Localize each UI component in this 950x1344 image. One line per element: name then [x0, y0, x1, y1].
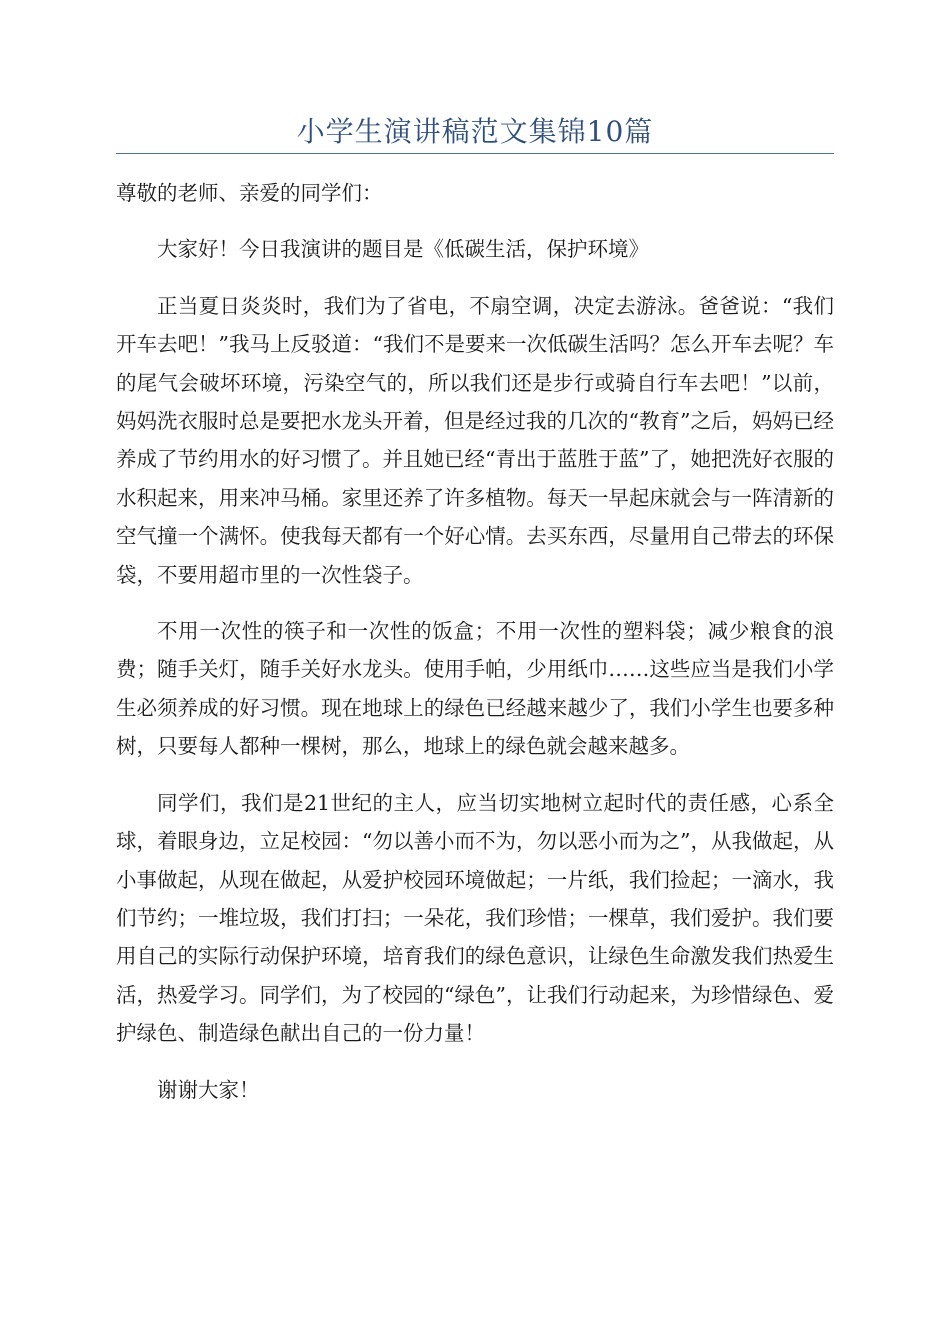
title-underline — [116, 153, 834, 154]
document-body — [116, 174, 834, 1127]
paragraph-habits: 不用一次性的筷子和一次性的饭盒；不用一次性的塑料袋；减少粮食的浪费；随手关灯，随手关好水龙头。使用手帕，少用纸巾……这些应当是我们小学生必须养成的好习惯。现在地球上的绿色已经越来越少了，我们小学生也要多种树，只要每人都种一棵树，那么，地球上的绿色就会越来越多。 — [116, 619, 834, 759]
paragraph-call-to-action: 同学们，我们是21世纪的主人，应当切实地树立起时代的责任感，心系全球，着眼身边，立足校园：“勿以善小而不为，勿以恶小而为之”，从我做起，从小事做起，从现在做起，从爱护校园环境做起；一片纸，我们捡起；一滴水，我们节约；一堆垃圾，我们打扫；一朵花，我们珍惜；一棵草，我们爱护。我们要用自己的实际行动保护环境，培育我们的绿色意识，让绿色生命激发我们热爱生活，热爱学习。同学们，为了校园的“绿色”，让我们行动起来，为珍惜绿色、爱护绿色、制造绿色献出自己的一份力量！ — [116, 790, 834, 1046]
document-title: 小学生演讲稿范文集锦10篇 — [296, 115, 654, 148]
paragraph-summer-story: 正当夏日炎炎时，我们为了省电，不扇空调，决定去游泳。爸爸说：“我们开车去吧！”我马上反驳道：“我们不是要来一次低碳生活吗？怎么开车去呢？车的尾气会破坏环境，污染空气的，所以我们还是步行或骑自行车去吧！”以前，妈妈洗衣服时总是要把水龙头开着，但是经过我的几次的“教育”之后，妈妈已经养成了节约用水的好习惯了。并且她已经“青出于蓝胜于蓝”了，她把洗好衣服的水积起来，用来冲马桶。家里还养了许多植物。每天一早起床就会与一阵清新的空气撞一个满怀。使我每天都有一个好心情。去买东西，尽量用自己带去的环保袋，不要用超市里的一次性袋子。 — [116, 293, 834, 587]
paragraph-greeting: 大家好！今日我演讲的题目是《低碳生活，保护环境》 — [157, 237, 649, 262]
salutation: 尊敬的老师、亲爱的同学们： — [116, 181, 383, 205]
paragraph-closing: 谢谢大家！ — [157, 1077, 260, 1102]
